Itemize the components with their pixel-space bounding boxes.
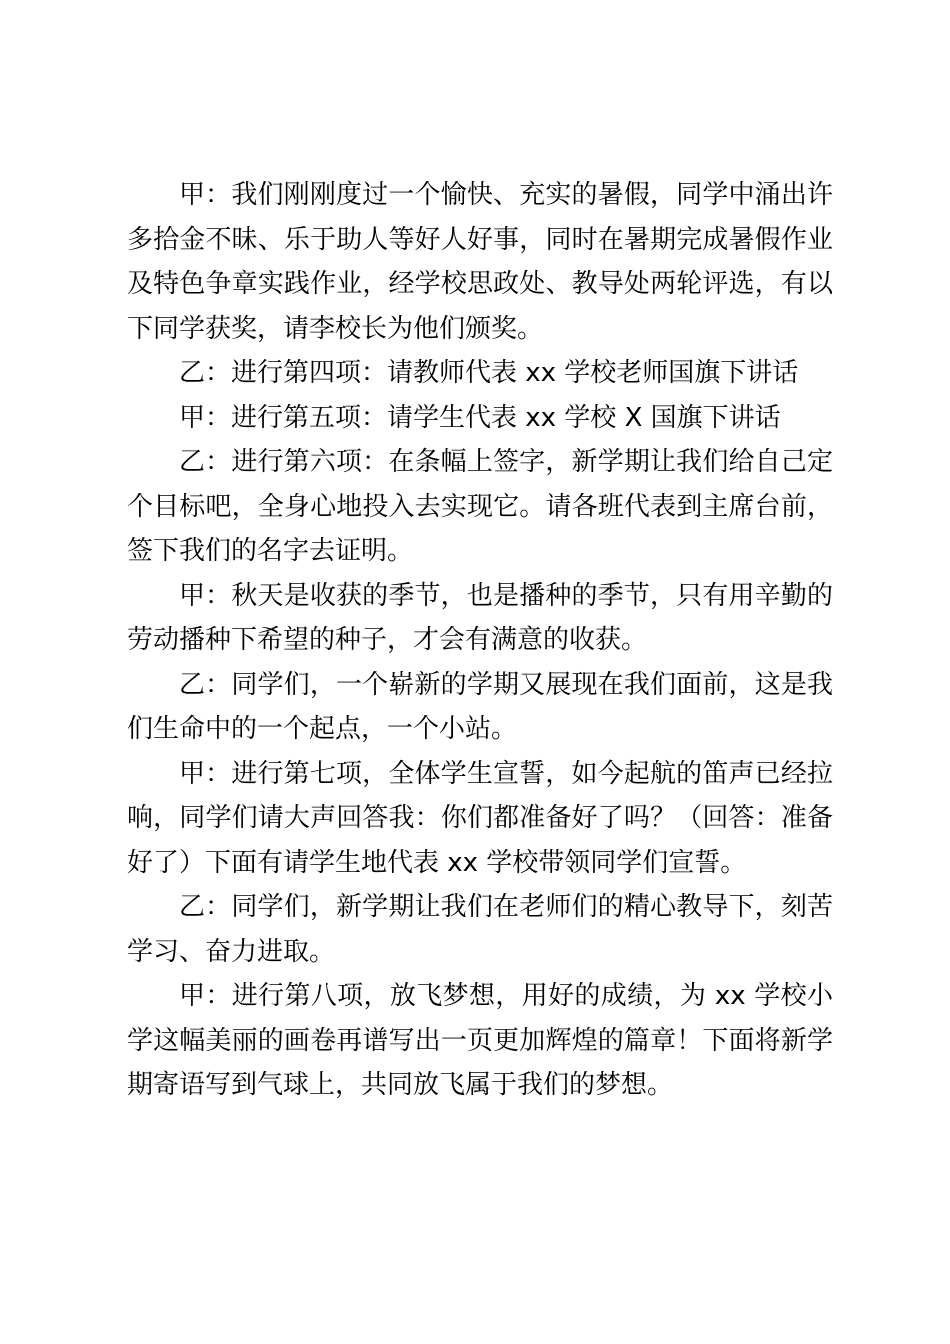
paragraph-study-hard: 乙：同学们，新学期让我们在老师们的精心教导下，刻苦学习、奋力进取。 xyxy=(127,892,833,967)
paragraph-item-five: 甲：进行第五项：请学生代表 xx 学校 X 国旗下讲话 xyxy=(179,402,781,433)
paragraph-autumn: 甲：秋天是收获的季节，也是播种的季节，只有用辛勤的劳动播种下希望的种子，才会有满意的收获。 xyxy=(127,580,833,655)
paragraph-item-eight: 甲：进行第八项，放飞梦想，用好的成绩，为 xx 学校小学这幅美丽的画卷再谱写出一页更加辉煌的篇章！下面将新学期寄语写到气球上，共同放飞属于我们的梦想。 xyxy=(127,981,833,1100)
paragraph-award-ceremony: 甲：我们刚刚度过一个愉快、充实的暑假，同学中涌出许多拾金不昧、乐于助人等好人好事，同时在暑期完成暑假作业及特色争章实践作业，经学校思政处、教导处两轮评选，有以下同学获奖，请李校长为他们颁奖。 xyxy=(127,180,833,344)
paragraph-new-semester: 乙：同学们，一个崭新的学期又展现在我们面前，这是我们生命中的一个起点，一个小站。 xyxy=(127,669,833,744)
paragraph-item-four: 乙：进行第四项：请教师代表 xx 学校老师国旗下讲话 xyxy=(179,358,799,388)
paragraph-item-seven: 甲：进行第七项，全体学生宣誓，如今起航的笛声已经拉响，同学们请大声回答我：你们都准备好了吗？（回答：准备好了）下面有请学生地代表 xx 学校带领同学们宣誓。 xyxy=(127,758,833,878)
document-body xyxy=(127,173,833,1108)
paragraph-item-six: 乙：进行第六项：在条幅上签字，新学期让我们给自己定个目标吧，全身心地投入去实现它。请各班代表到主席台前，签下我们的名字去证明。 xyxy=(127,447,833,566)
